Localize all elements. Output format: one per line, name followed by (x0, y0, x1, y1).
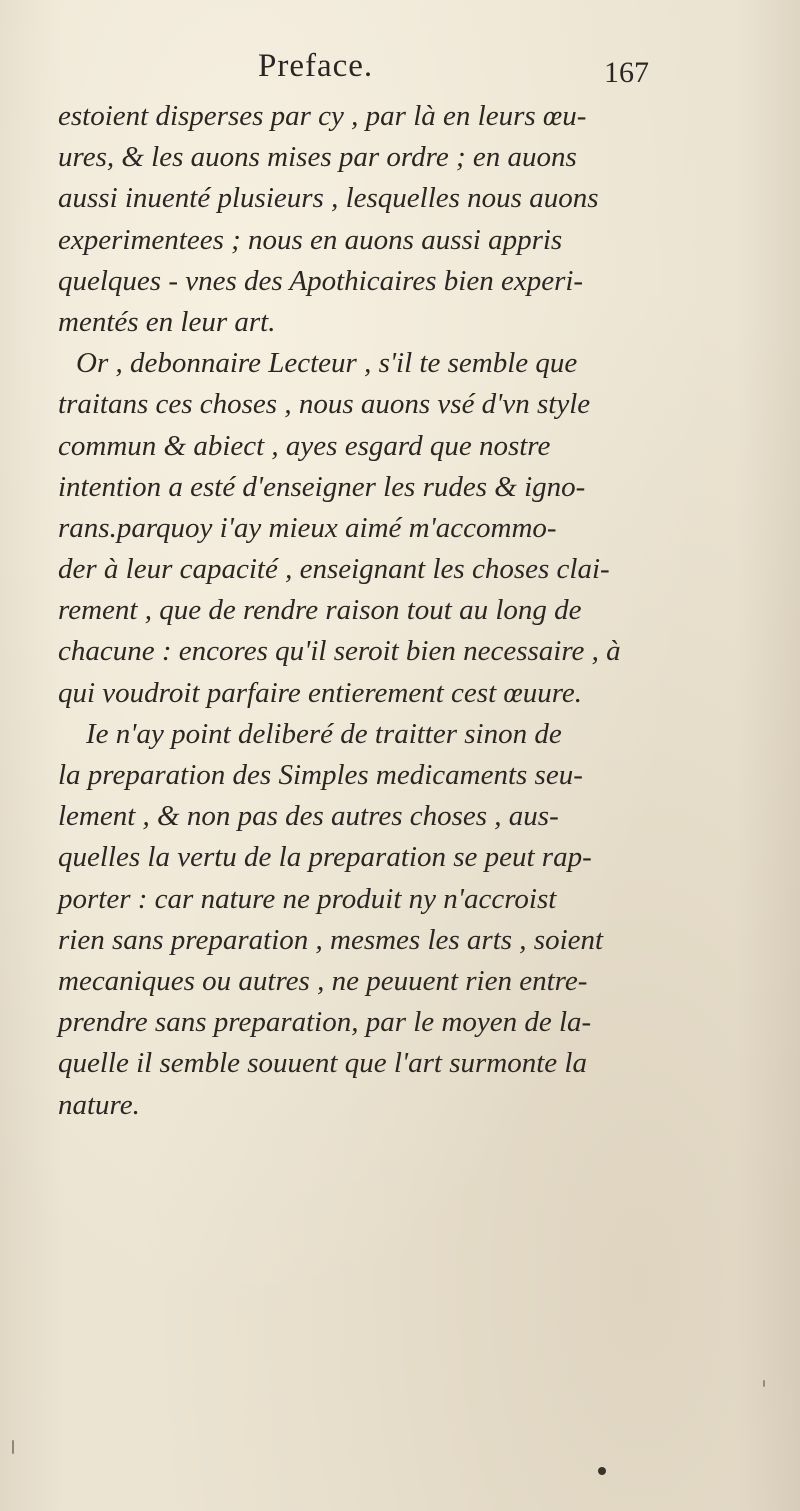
ink-speck (598, 1467, 606, 1475)
ink-speck (763, 1380, 765, 1387)
text-line: prendre sans preparation, par le moyen de la- (58, 1006, 592, 1039)
text-line: qui voudroit parfaire entierement cest œuure. (58, 676, 583, 709)
running-title: Preface. (258, 48, 374, 84)
text-line: chacune : encores qu'il seroit bien necessaire , à (58, 635, 621, 668)
text-line: rien sans preparation , mesmes les arts , soient (58, 923, 604, 956)
paragraph-start-line: Ie n'ay point deliberé de traitter sinon de (86, 717, 562, 750)
page-header (0, 48, 800, 98)
page-number: 167 (604, 56, 649, 89)
text-line: estoient disperses par cy , par là en leurs œu- (58, 100, 587, 132)
text-line: experimentees ; nous en auons aussi appris (58, 223, 563, 256)
text-line: aussi inuenté plusieurs , lesquelles nous auons (58, 182, 599, 215)
text-line: porter : car nature ne produit ny n'accroist (58, 882, 557, 915)
text-line: nature. (58, 1088, 140, 1121)
ink-speck (12, 1440, 14, 1454)
text-line: intention a esté d'enseigner les rudes & igno- (58, 470, 586, 503)
text-line: rans.parquoy i'ay mieux aimé m'accommo- (58, 511, 557, 544)
text-line: der à leur capacité , enseignant les choses clai- (58, 553, 610, 586)
text-line: mentés en leur art. (58, 305, 276, 338)
text-line: traitans ces choses , nous auons vsé d'vn style (58, 388, 591, 421)
text-line: quelles la vertu de la preparation se peut rap- (58, 841, 592, 874)
text-line: quelques - vnes des Apothicaires bien experi- (58, 264, 584, 297)
paragraph-start-line: Or , debonnaire Lecteur , s'il te semble que (76, 347, 578, 380)
text-line: la preparation des Simples medicaments seu- (58, 759, 583, 791)
text-line: lement , & non pas des autres choses , aus- (58, 800, 559, 833)
text-line: quelle il semble souuent que l'art surmonte la (58, 1047, 587, 1080)
text-line: ures, & les auons mises par ordre ; en auons (58, 141, 577, 174)
body-text (58, 96, 698, 1126)
text-line: mecaniques ou autres , ne peuuent rien entre- (58, 964, 588, 997)
text-line: commun & abiect , ayes esgard que nostre (58, 429, 551, 462)
text-line: rement , que de rendre raison tout au long de (58, 594, 582, 627)
